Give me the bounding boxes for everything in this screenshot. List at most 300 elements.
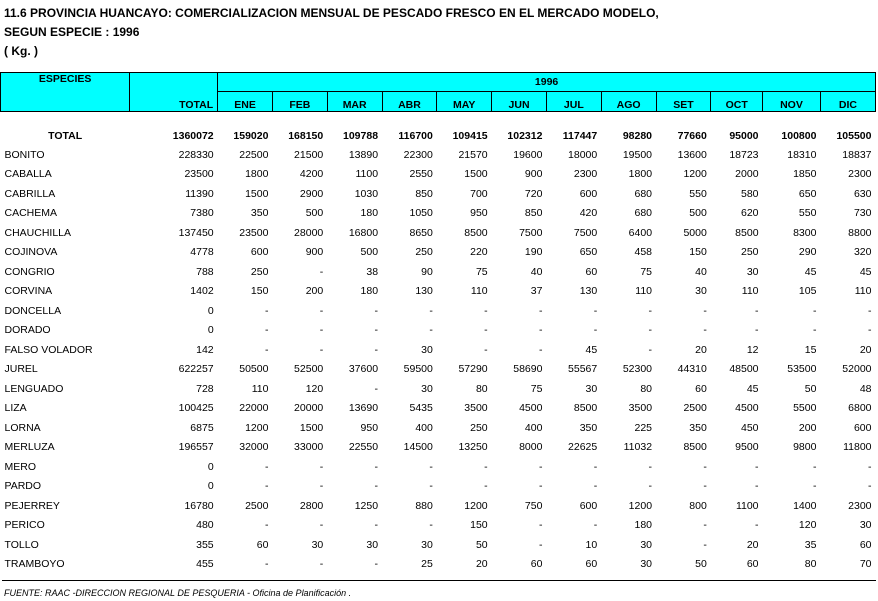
cell-month-value: 600 (579, 499, 598, 512)
cell-month-value: 75 (530, 382, 543, 395)
cell-total: 0 (207, 460, 214, 473)
cell-month-value: 22625 (568, 441, 598, 454)
table-row-total (1, 126, 876, 145)
cell-total: 788 (196, 265, 214, 278)
cell-month-value: - (374, 343, 379, 356)
cell-month-value: 630 (853, 187, 872, 200)
cell-month-value: 38 (366, 265, 379, 278)
cell-month-value: 21500 (294, 148, 324, 161)
cell-month-value: 48 (859, 382, 872, 395)
species-name: TOLLO (4, 538, 39, 551)
species-name: LORNA (4, 421, 41, 434)
cell-total: 622257 (178, 363, 214, 376)
table-row (1, 535, 876, 555)
cell-month-value: 1200 (628, 499, 653, 512)
cell-month-value: - (703, 460, 707, 473)
header-month: AGO (601, 92, 656, 112)
cell-month-value: 60 (746, 558, 759, 571)
cell-month-value: - (755, 519, 759, 532)
cell-month-value: - (648, 343, 653, 356)
cell-month-value: 8800 (848, 226, 872, 239)
table-row (1, 399, 876, 419)
cell-month-value: 650 (579, 246, 598, 259)
header-especies: ESPECIES (1, 73, 130, 112)
cell-month-value: 90 (421, 265, 433, 278)
cell-month-value: 11800 (843, 441, 872, 454)
cell-month-value: 225 (634, 421, 653, 434)
cell-month-value: 57290 (458, 363, 488, 376)
cell-month-value: 30 (585, 382, 598, 395)
cell-month-value: 200 (798, 421, 817, 434)
cell-month-value: - (484, 304, 488, 317)
cell-total: 1360072 (172, 129, 214, 142)
cell-month-value: 110 (251, 382, 269, 395)
cell-month-value: 5500 (793, 402, 817, 415)
cell-total: 455 (196, 558, 214, 571)
species-name: TOTAL (48, 129, 83, 142)
cell-month-value: 16800 (348, 226, 379, 239)
cell-month-value: 18837 (842, 148, 872, 161)
cell-month-value: 600 (250, 246, 269, 259)
cell-month-value: 30 (421, 382, 433, 395)
table-unit: ( Kg. ) (4, 44, 38, 58)
cell-month-value: - (374, 382, 379, 395)
cell-month-value: 850 (524, 207, 543, 220)
cell-month-value: 77660 (677, 129, 707, 142)
cell-month-value: - (703, 324, 707, 337)
cell-month-value: - (868, 304, 872, 317)
cell-month-value: 75 (640, 265, 653, 278)
cell-month-value: 40 (695, 265, 707, 278)
table-row (1, 321, 876, 341)
cell-month-value: 250 (470, 421, 488, 434)
cell-month-value: 2550 (409, 168, 433, 181)
cell-month-value: - (319, 460, 324, 473)
cell-month-value: - (319, 324, 324, 337)
cell-month-value: - (429, 460, 433, 473)
cell-month-value: 2000 (735, 168, 759, 181)
cell-month-value: - (538, 519, 543, 532)
cell-total: 0 (207, 480, 214, 493)
cell-month-value: 60 (585, 265, 598, 278)
cell-month-value: 15 (804, 343, 817, 356)
cell-month-value: 8500 (464, 226, 488, 239)
cell-month-value: 105 (798, 285, 817, 298)
cell-month-value: 1500 (299, 421, 324, 434)
header-month: ABR (382, 92, 437, 112)
species-name: PEJERREY (4, 499, 60, 512)
cell-month-value: 33000 (294, 441, 324, 454)
cell-month-value: 130 (415, 285, 433, 298)
cell-month-value: - (812, 304, 817, 317)
cell-month-value: 1100 (355, 168, 379, 181)
data-table (0, 72, 876, 574)
table-row (1, 301, 876, 321)
cell-total: 228330 (178, 148, 214, 161)
cell-month-value: 1250 (354, 499, 379, 512)
cell-month-value: 30 (859, 519, 872, 532)
cell-month-value: 800 (689, 499, 707, 512)
cell-month-value: - (319, 343, 324, 356)
cell-month-value: - (703, 480, 707, 493)
cell-month-value: 52000 (842, 363, 872, 376)
cell-month-value: 20 (859, 343, 872, 356)
cell-month-value: 40 (530, 265, 543, 278)
cell-month-value: - (868, 324, 872, 337)
cell-month-value: - (648, 324, 653, 337)
cell-total: 23500 (184, 168, 214, 181)
header-month: ENE (218, 92, 273, 112)
header-month: MAR (327, 92, 382, 112)
cell-month-value: - (648, 460, 653, 473)
cell-month-value: 2300 (848, 168, 872, 181)
cell-month-value: 400 (524, 421, 543, 434)
cell-month-value: 2500 (245, 499, 269, 512)
header-month: OCT (711, 92, 763, 112)
cell-month-value: 30 (421, 343, 433, 356)
cell-month-value: 55567 (568, 363, 598, 376)
cell-month-value: 550 (798, 207, 817, 220)
cell-month-value: - (538, 480, 543, 493)
cell-month-value: 3500 (464, 402, 488, 415)
species-name: FALSO VOLADOR (4, 343, 93, 356)
table-row (1, 379, 876, 399)
cell-month-value: - (538, 538, 543, 551)
cell-month-value: 13890 (348, 148, 379, 161)
cell-month-value: 120 (798, 519, 817, 532)
cell-month-value: 28000 (294, 226, 324, 239)
cell-month-value: 950 (360, 421, 379, 434)
cell-month-value: 9500 (735, 441, 759, 454)
cell-total: 137450 (178, 226, 214, 239)
cell-month-value: - (648, 304, 653, 317)
cell-month-value: - (319, 519, 324, 532)
species-name: CABRILLA (4, 187, 56, 200)
cell-month-value: 110 (470, 285, 488, 298)
cell-month-value: 250 (250, 265, 269, 278)
cell-month-value: - (429, 519, 433, 532)
cell-month-value: 22550 (348, 441, 379, 454)
cell-month-value: 18310 (787, 148, 817, 161)
cell-month-value: 30 (421, 538, 433, 551)
cell-month-value: 600 (579, 187, 598, 200)
cell-month-value: 500 (360, 246, 379, 259)
header-total: TOTAL (130, 73, 218, 112)
cell-month-value: 150 (689, 246, 707, 259)
cell-month-value: 19600 (513, 148, 543, 161)
cell-month-value: - (374, 304, 379, 317)
cell-month-value: - (319, 558, 324, 571)
cell-month-value: 500 (305, 207, 324, 220)
cell-month-value: - (484, 480, 488, 493)
cell-month-value: 30 (695, 285, 707, 298)
cell-month-value: 19500 (622, 148, 653, 161)
cell-month-value: 2500 (683, 402, 707, 415)
cell-month-value: 900 (305, 246, 324, 259)
table-row (1, 516, 876, 536)
species-name: MERLUZA (4, 441, 55, 454)
cell-month-value: 2300 (848, 499, 872, 512)
table-row (1, 360, 876, 380)
cell-month-value: 60 (585, 558, 598, 571)
cell-month-value: 8500 (735, 226, 759, 239)
cell-month-value: 45 (585, 343, 598, 356)
cell-month-value: 168150 (288, 129, 324, 142)
cell-month-value: 117447 (562, 129, 598, 142)
cell-total: 0 (207, 324, 214, 337)
cell-month-value: 6800 (848, 402, 872, 415)
cell-month-value: - (812, 324, 817, 337)
cell-month-value: - (755, 460, 759, 473)
cell-month-value: 8300 (793, 226, 817, 239)
cell-month-value: 20 (695, 343, 707, 356)
cell-month-value: 1400 (793, 499, 817, 512)
cell-total: 7380 (190, 207, 214, 220)
cell-month-value: 450 (741, 421, 759, 434)
cell-month-value: 30 (311, 538, 324, 551)
header-row-top (1, 73, 876, 92)
cell-month-value: 21570 (458, 148, 488, 161)
cell-month-value: - (429, 480, 433, 493)
cell-month-value: 58690 (513, 363, 543, 376)
header-month: JUN (492, 92, 547, 112)
header-month: MAY (437, 92, 492, 112)
cell-month-value: - (374, 324, 379, 337)
cell-month-value: 20000 (294, 402, 324, 415)
species-name: JUREL (4, 363, 38, 376)
species-name: CACHEMA (4, 207, 58, 220)
cell-total: 100425 (178, 402, 214, 415)
cell-month-value: 60 (530, 558, 543, 571)
cell-month-value: 3500 (628, 402, 653, 415)
cell-month-value: 50 (475, 538, 488, 551)
header-month: FEB (272, 92, 327, 112)
cell-month-value: 4200 (299, 168, 324, 181)
cell-month-value: - (703, 304, 707, 317)
cell-month-value: 18723 (729, 148, 759, 161)
cell-month-value: 59500 (403, 363, 433, 376)
cell-month-value: - (593, 519, 598, 532)
cell-month-value: - (319, 480, 324, 493)
cell-month-value: 1100 (735, 499, 759, 512)
table-row (1, 555, 876, 575)
cell-month-value: 80 (640, 382, 653, 395)
cell-month-value: 13250 (458, 441, 488, 454)
cell-month-value: 4500 (735, 402, 759, 415)
cell-month-value: 2800 (299, 499, 324, 512)
cell-month-value: 13600 (677, 148, 707, 161)
cell-month-value: - (264, 324, 269, 337)
cell-month-value: - (755, 304, 759, 317)
species-name: DONCELLA (4, 304, 62, 317)
cell-month-value: 22300 (403, 148, 433, 161)
cell-month-value: 75 (475, 265, 488, 278)
cell-month-value: 950 (470, 207, 488, 220)
cell-month-value: 30 (746, 265, 759, 278)
cell-month-value: 12 (746, 343, 759, 356)
cell-month-value: - (429, 324, 433, 337)
header-month: DIC (820, 92, 875, 112)
cell-month-value: 60 (695, 382, 707, 395)
cell-month-value: 109788 (343, 129, 379, 142)
cell-month-value: 1800 (628, 168, 653, 181)
cell-month-value: 180 (634, 519, 653, 532)
species-name: LENGUADO (4, 382, 64, 395)
cell-month-value: - (484, 324, 488, 337)
cell-month-value: 6400 (628, 226, 653, 239)
cell-month-value: 116700 (398, 129, 433, 142)
cell-month-value: 850 (415, 187, 433, 200)
cell-month-value: 900 (524, 168, 543, 181)
cell-month-value: 98280 (622, 129, 653, 142)
table-row (1, 145, 876, 165)
cell-month-value: 180 (360, 207, 379, 220)
cell-month-value: - (264, 558, 269, 571)
cell-month-value: 650 (798, 187, 817, 200)
cell-month-value: 2300 (573, 168, 598, 181)
cell-month-value: 5000 (683, 226, 707, 239)
cell-month-value: 48500 (729, 363, 759, 376)
table-row (1, 184, 876, 204)
cell-month-value: 1200 (245, 421, 269, 434)
species-name: PARDO (4, 480, 42, 493)
cell-month-value: 2900 (299, 187, 324, 200)
cell-month-value: 70 (859, 558, 872, 571)
cell-month-value: 11032 (623, 441, 653, 454)
cell-month-value: 22500 (239, 148, 269, 161)
header-year: 1996 (218, 73, 876, 92)
table-row (1, 223, 876, 243)
table-row (1, 438, 876, 458)
table-row (1, 418, 876, 438)
cell-month-value: 52300 (622, 363, 653, 376)
species-name: CHAUCHILLA (4, 226, 72, 239)
cell-month-value: 44310 (677, 363, 707, 376)
cell-month-value: 60 (256, 538, 269, 551)
cell-month-value: 730 (853, 207, 872, 220)
cell-month-value: - (593, 480, 598, 493)
cell-month-value: 8500 (573, 402, 598, 415)
cell-month-value: 420 (579, 207, 598, 220)
table-row (1, 457, 876, 477)
cell-total: 142 (196, 343, 214, 356)
cell-total: 6875 (190, 421, 214, 434)
cell-month-value: 8500 (683, 441, 707, 454)
cell-month-value: 45 (804, 265, 817, 278)
cell-month-value: - (538, 304, 543, 317)
table-row (1, 165, 876, 185)
cell-total: 196557 (178, 441, 214, 454)
cell-month-value: - (484, 343, 488, 356)
header-month: SET (656, 92, 711, 112)
species-name: COJINOVA (4, 246, 58, 259)
cell-month-value: - (264, 304, 269, 317)
cell-month-value: 1030 (354, 187, 379, 200)
cell-month-value: 22000 (239, 402, 269, 415)
cell-month-value: - (264, 480, 269, 493)
cell-month-value: 880 (415, 499, 433, 512)
cell-month-value: - (703, 519, 707, 532)
cell-month-value: 14500 (403, 441, 433, 454)
cell-month-value: 350 (689, 421, 707, 434)
table-row (1, 262, 876, 282)
species-name: PERICO (4, 519, 45, 532)
cell-month-value: - (374, 519, 379, 532)
cell-month-value: 200 (305, 285, 324, 298)
cell-month-value: 1500 (464, 168, 488, 181)
cell-month-value: - (264, 343, 269, 356)
cell-month-value: 20 (475, 558, 488, 571)
cell-month-value: - (755, 324, 759, 337)
source-note: FUENTE: RAAC -DIRECCION REGIONAL DE PESQUERIA - Oficina de Planificación . (4, 588, 352, 598)
cell-month-value: 9800 (793, 441, 817, 454)
cell-month-value: - (755, 480, 759, 493)
cell-total: 728 (196, 382, 214, 395)
cell-month-value: - (264, 519, 269, 532)
cell-month-value: 80 (475, 382, 488, 395)
cell-month-value: 1850 (793, 168, 817, 181)
footer-divider (2, 580, 876, 581)
cell-month-value: 25 (421, 558, 433, 571)
table-row (1, 477, 876, 497)
cell-total: 11390 (185, 187, 214, 200)
species-name: DORADO (4, 324, 51, 337)
cell-month-value: 1200 (683, 168, 707, 181)
cell-month-value: 35 (804, 538, 817, 551)
cell-month-value: 53500 (787, 363, 817, 376)
species-name: TRAMBOYO (4, 558, 65, 571)
cell-month-value: 37600 (348, 363, 379, 376)
table-row (1, 243, 876, 263)
species-name: CONGRIO (4, 265, 55, 278)
species-name: CABALLA (4, 168, 52, 181)
cell-month-value: 105500 (836, 129, 872, 142)
cell-month-value: 159020 (233, 129, 269, 142)
cell-month-value: 250 (741, 246, 759, 259)
table-row (1, 204, 876, 224)
cell-month-value: 130 (579, 285, 598, 298)
cell-total: 355 (196, 538, 214, 551)
header-month: JUL (546, 92, 601, 112)
cell-month-value: 1050 (409, 207, 433, 220)
table-row (1, 340, 876, 360)
cell-month-value: - (319, 265, 324, 278)
cell-month-value: - (374, 558, 379, 571)
cell-total: 480 (196, 519, 214, 532)
cell-month-value: 350 (579, 421, 598, 434)
table-row (1, 282, 876, 302)
cell-month-value: 13690 (348, 402, 379, 415)
cell-month-value: - (374, 460, 379, 473)
cell-month-value: 8650 (409, 226, 433, 239)
table-row (1, 496, 876, 516)
cell-month-value: 45 (746, 382, 759, 395)
cell-month-value: 320 (853, 246, 872, 259)
species-name: LIZA (4, 402, 27, 415)
cell-month-value: 680 (634, 187, 653, 200)
cell-month-value: 110 (741, 285, 759, 298)
cell-total: 0 (207, 304, 214, 317)
cell-month-value: 350 (250, 207, 269, 220)
cell-month-value: 4500 (519, 402, 543, 415)
cell-month-value: - (593, 304, 598, 317)
cell-month-value: 680 (634, 207, 653, 220)
cell-month-value: 109415 (452, 129, 488, 142)
cell-month-value: 290 (798, 246, 817, 259)
cell-month-value: 110 (635, 285, 653, 298)
cell-month-value: 750 (524, 499, 543, 512)
cell-month-value: - (703, 538, 707, 551)
